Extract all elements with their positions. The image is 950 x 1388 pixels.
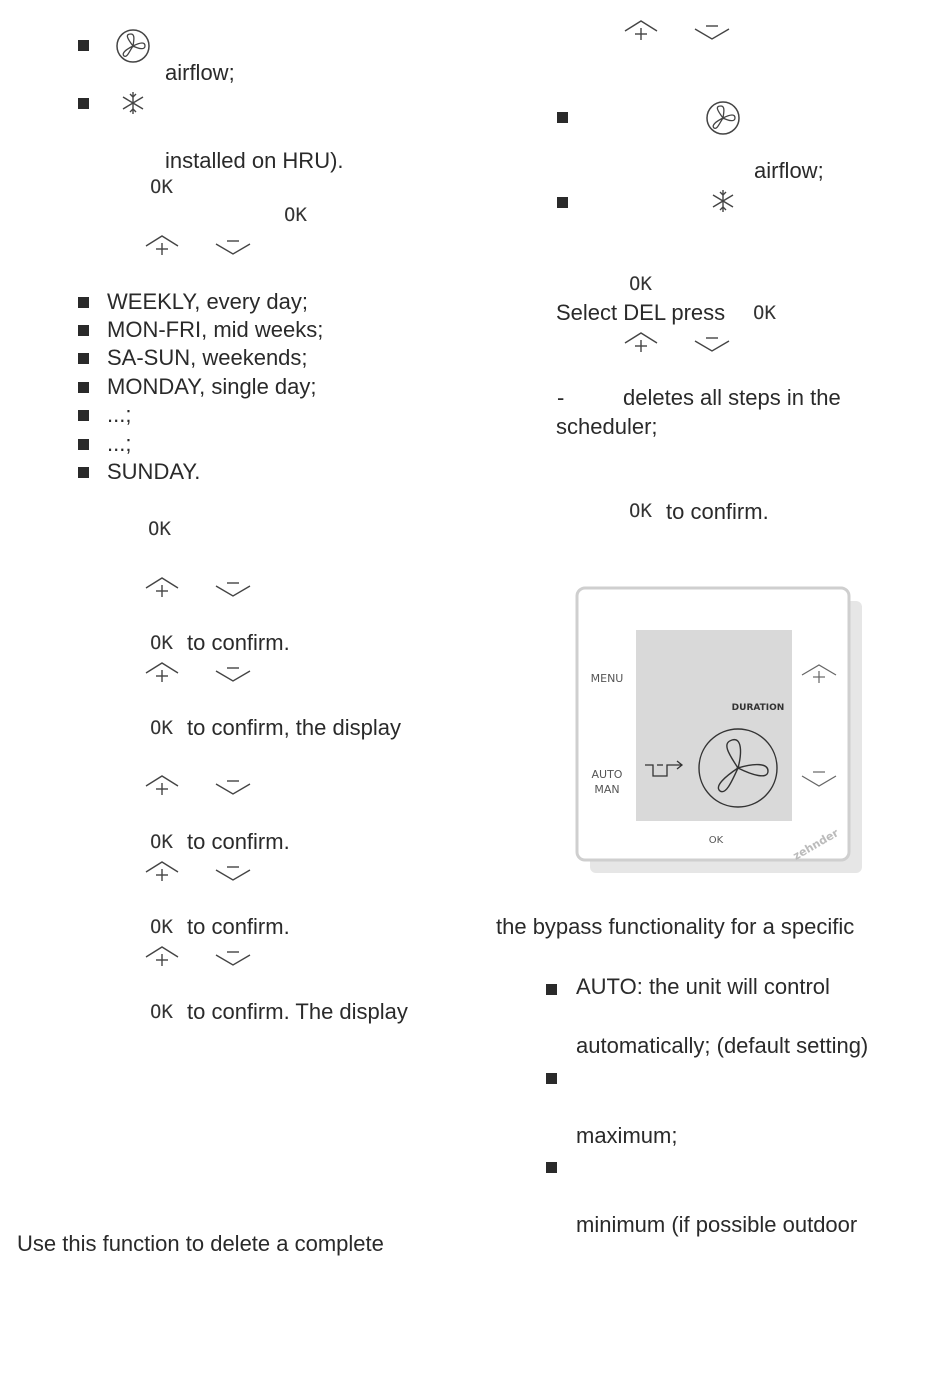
ok-key: OK [150, 831, 173, 853]
maximum-text: maximum; [576, 1123, 678, 1148]
ok-key: OK [284, 204, 307, 226]
ok-key: OK [150, 632, 173, 654]
up-down-arrows [622, 18, 742, 46]
fan-icon [705, 100, 741, 136]
day-option: SA-SUN, weekends; [107, 345, 308, 370]
dash: - [557, 385, 565, 410]
plus-arrow-up-icon [146, 776, 178, 795]
ok-key: OK [629, 500, 652, 522]
minus-arrow-down-icon [695, 338, 729, 351]
up-down-arrows [622, 330, 742, 358]
man-label[interactable]: MAN [594, 783, 620, 796]
plus-arrow-up-icon [625, 21, 657, 40]
duration-label: DURATION [731, 703, 785, 713]
minus-arrow-down-icon [216, 241, 250, 254]
plus-arrow-up-icon [146, 236, 178, 255]
bullet [546, 1162, 557, 1173]
fan-icon [115, 28, 151, 64]
airflow-text: airflow; [165, 60, 235, 85]
bullet [78, 353, 89, 364]
plus-arrow-up-icon [625, 333, 657, 352]
plus-arrow-up-icon [146, 578, 178, 597]
day-option: MONDAY, single day; [107, 374, 317, 399]
bullet [78, 467, 89, 478]
minus-arrow-down-icon [216, 583, 250, 596]
minus-arrow-down-icon [216, 952, 250, 965]
minus-arrow-down-icon [216, 781, 250, 794]
day-option: ...; [107, 431, 132, 456]
ok-key: OK [753, 302, 776, 324]
ok-key: OK [150, 1001, 173, 1023]
bullet [78, 40, 89, 51]
ok-key: OK [150, 916, 173, 938]
bullet [546, 1073, 557, 1084]
bullet [78, 410, 89, 421]
bullet [78, 297, 89, 308]
day-option: WEEKLY, every day; [107, 289, 308, 314]
snowflake-icon [710, 188, 736, 214]
up-down-arrows [143, 660, 263, 688]
bullet [557, 112, 568, 123]
control-panel [570, 583, 870, 878]
airflow-text: airflow; [754, 158, 824, 183]
day-option: ...; [107, 402, 132, 427]
bullet [78, 382, 89, 393]
confirm-text: to confirm. [666, 499, 769, 524]
up-down-arrows [143, 944, 263, 972]
auto-label[interactable]: AUTO [591, 768, 623, 781]
minimum-text: minimum (if possible outdoor [576, 1212, 858, 1237]
brand-logo: zehnder [790, 826, 841, 863]
snowflake-icon [120, 90, 146, 116]
bypass-text: the bypass functionality for a specific [496, 914, 855, 939]
scheduler-text: scheduler; [556, 414, 658, 439]
plus-arrow-up-icon [146, 947, 178, 966]
bullet [546, 984, 557, 995]
day-option: SUNDAY. [107, 459, 201, 484]
day-option: MON-FRI, mid weeks; [107, 317, 324, 342]
confirm-text: to confirm. [187, 630, 290, 655]
bullet [78, 439, 89, 450]
plus-arrow-up-icon [146, 663, 178, 682]
up-down-arrows [143, 859, 263, 887]
ok-label[interactable]: OK [708, 835, 724, 846]
confirm-display-text: to confirm. The display [187, 999, 408, 1024]
menu-label[interactable]: MENU [590, 672, 624, 685]
bullet [557, 197, 568, 208]
ok-key: OK [148, 518, 171, 540]
deletes-all-text: deletes all steps in the [623, 385, 841, 410]
confirm-text: to confirm. [187, 829, 290, 854]
bullet [78, 98, 89, 109]
auto-text: AUTO: the unit will control [576, 974, 830, 999]
ok-key: OK [629, 273, 652, 295]
plus-arrow-up-icon [146, 862, 178, 881]
select-del-text: Select DEL press [556, 300, 726, 325]
up-down-arrows [143, 233, 263, 261]
delete-function-text: Use this function to delete a complete [17, 1231, 384, 1256]
up-down-arrows [143, 575, 263, 603]
minus-arrow-down-icon [695, 26, 729, 39]
automatically-text: automatically; (default setting) [576, 1033, 869, 1058]
minus-arrow-down-icon [216, 668, 250, 681]
bullet [78, 325, 89, 336]
confirm-display-text: to confirm, the display [187, 715, 401, 740]
minus-arrow-down-icon [216, 867, 250, 880]
confirm-text: to confirm. [187, 914, 290, 939]
installed-text: installed on HRU). [165, 148, 344, 173]
ok-key: OK [150, 717, 173, 739]
up-down-arrows [143, 773, 263, 801]
ok-key: OK [150, 176, 173, 198]
